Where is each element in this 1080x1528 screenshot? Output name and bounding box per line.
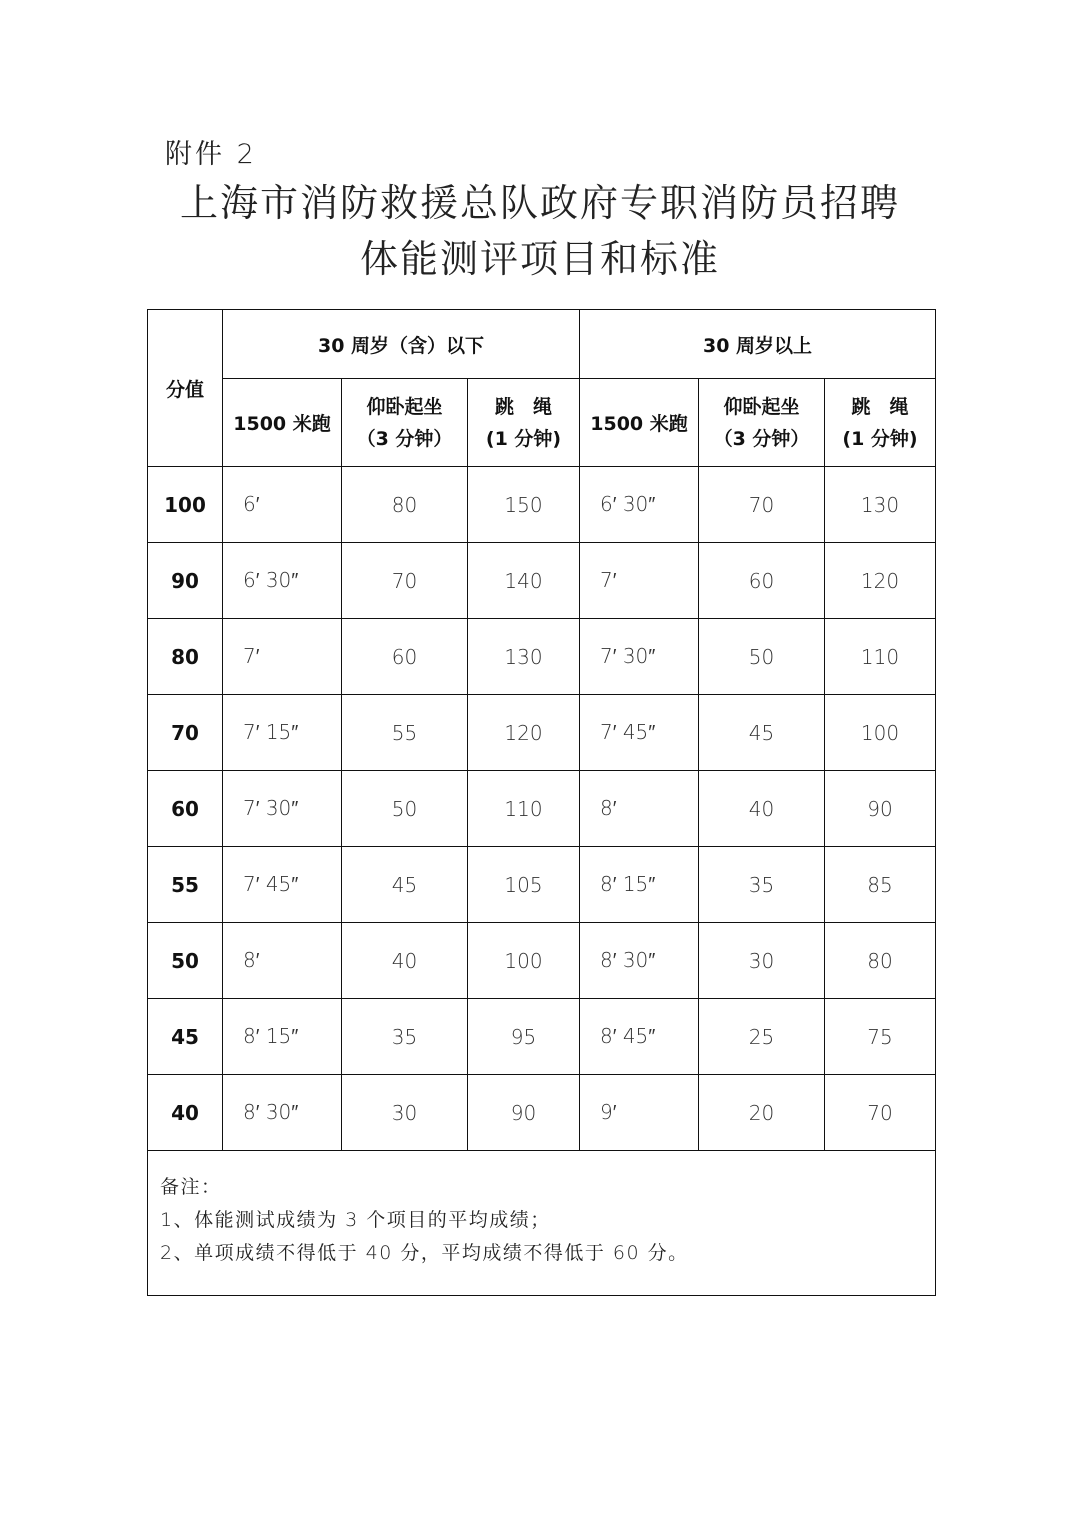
score-cell: 40: [148, 1075, 223, 1151]
page-subtitle: 体能测评项目和标准: [359, 237, 720, 281]
table-row: [148, 847, 936, 923]
table-row: [148, 771, 936, 847]
col-situp-header-over30: [699, 379, 825, 467]
attachment-label: 附件 2: [165, 139, 257, 170]
run-time-under30: 7′ 45″: [223, 847, 342, 923]
table-row: [148, 467, 936, 543]
rope-count-over30: 120: [825, 543, 936, 619]
situp-count-over30: 30: [699, 923, 825, 999]
situp-count-over30: 45: [699, 695, 825, 771]
rope-count-over30: 130: [825, 467, 936, 543]
notes-line-1: 1、体能测试成绩为 3 个项目的平均成绩；: [160, 1209, 551, 1231]
col-situp-duration: （3 分钟）: [713, 427, 810, 450]
run-time-under30: 7′ 15″: [223, 695, 342, 771]
col-run-header-over30: 1500 米跑: [580, 379, 699, 467]
situp-count-under30: 55: [342, 695, 468, 771]
col-rope-duration: (1 分钟): [842, 427, 918, 450]
score-cell: 90: [148, 543, 223, 619]
score-header: 分值: [148, 310, 223, 467]
run-time-under30: 7′: [223, 619, 342, 695]
run-time-under30: 6′ 30″: [223, 543, 342, 619]
situp-count-under30: 40: [342, 923, 468, 999]
rope-count-under30: 150: [468, 467, 580, 543]
situp-count-over30: 25: [699, 999, 825, 1075]
rope-count-under30: 100: [468, 923, 580, 999]
situp-count-under30: 50: [342, 771, 468, 847]
score-cell: 80: [148, 619, 223, 695]
table-row: [148, 1075, 936, 1151]
score-cell: 50: [148, 923, 223, 999]
run-time-under30: 8′: [223, 923, 342, 999]
col-rope-duration: (1 分钟): [485, 427, 562, 450]
table-row: [148, 999, 936, 1075]
situp-count-under30: 35: [342, 999, 468, 1075]
notes-label: 备注：: [160, 1176, 222, 1198]
column-header-row: [148, 379, 936, 467]
rope-count-under30: 90: [468, 1075, 580, 1151]
run-time-over30: 8′ 45″: [580, 999, 699, 1075]
table-row: [148, 923, 936, 999]
situp-count-under30: 70: [342, 543, 468, 619]
page-title: 上海市消防救援总队政府专职消防员招聘: [179, 181, 900, 225]
score-cell: 60: [148, 771, 223, 847]
rope-count-under30: 95: [468, 999, 580, 1075]
rope-count-under30: 105: [468, 847, 580, 923]
run-time-over30: 7′: [580, 543, 699, 619]
run-time-over30: 9′: [580, 1075, 699, 1151]
run-time-over30: 8′: [580, 771, 699, 847]
col-rope-title: 跳 绳: [494, 395, 552, 418]
run-time-over30: 7′ 30″: [580, 619, 699, 695]
run-time-under30: 6′: [223, 467, 342, 543]
situp-count-over30: 50: [699, 619, 825, 695]
notes-line-2: 2、单项成绩不得低于 40 分，平均成绩不得低于 60 分。: [160, 1242, 689, 1264]
col-rope-title: 跳 绳: [851, 395, 909, 418]
rope-count-under30: 140: [468, 543, 580, 619]
rope-count-over30: 110: [825, 619, 936, 695]
situp-count-over30: 20: [699, 1075, 825, 1151]
situp-count-under30: 60: [342, 619, 468, 695]
run-time-under30: 7′ 30″: [223, 771, 342, 847]
rope-count-under30: 130: [468, 619, 580, 695]
situp-count-under30: 45: [342, 847, 468, 923]
rope-count-over30: 70: [825, 1075, 936, 1151]
table-row: [148, 695, 936, 771]
col-situp-title: 仰卧起坐: [723, 395, 800, 418]
table-row: [148, 619, 936, 695]
score-cell: 55: [148, 847, 223, 923]
rope-count-under30: 110: [468, 771, 580, 847]
col-situp-title: 仰卧起坐: [366, 395, 443, 418]
notes-row: [148, 1151, 936, 1296]
rope-count-over30: 85: [825, 847, 936, 923]
run-time-over30: 8′ 15″: [580, 847, 699, 923]
col-run-header-under30: 1500 米跑: [223, 379, 342, 467]
standards-table: [147, 309, 936, 1296]
situp-count-over30: 35: [699, 847, 825, 923]
situp-count-under30: 80: [342, 467, 468, 543]
col-situp-duration: （3 分钟）: [356, 427, 453, 450]
run-time-over30: 7′ 45″: [580, 695, 699, 771]
run-time-under30: 8′ 30″: [223, 1075, 342, 1151]
run-time-under30: 8′ 15″: [223, 999, 342, 1075]
run-time-over30: 8′ 30″: [580, 923, 699, 999]
col-rope-header-under30: [468, 379, 580, 467]
rope-count-over30: 75: [825, 999, 936, 1075]
rope-count-under30: 120: [468, 695, 580, 771]
col-rope-header-over30: [825, 379, 936, 467]
situp-count-under30: 30: [342, 1075, 468, 1151]
group-under30-header: 30 周岁（含）以下: [223, 310, 580, 379]
situp-count-over30: 40: [699, 771, 825, 847]
col-situp-header-under30: [342, 379, 468, 467]
table-row: [148, 543, 936, 619]
notes-cell: [148, 1151, 936, 1296]
group-header-row: [148, 310, 936, 379]
rope-count-over30: 90: [825, 771, 936, 847]
run-time-over30: 6′ 30″: [580, 467, 699, 543]
situp-count-over30: 60: [699, 543, 825, 619]
group-over30-header: 30 周岁以上: [580, 310, 936, 379]
situp-count-over30: 70: [699, 467, 825, 543]
rope-count-over30: 80: [825, 923, 936, 999]
score-cell: 100: [148, 467, 223, 543]
score-cell: 70: [148, 695, 223, 771]
score-cell: 45: [148, 999, 223, 1075]
rope-count-over30: 100: [825, 695, 936, 771]
